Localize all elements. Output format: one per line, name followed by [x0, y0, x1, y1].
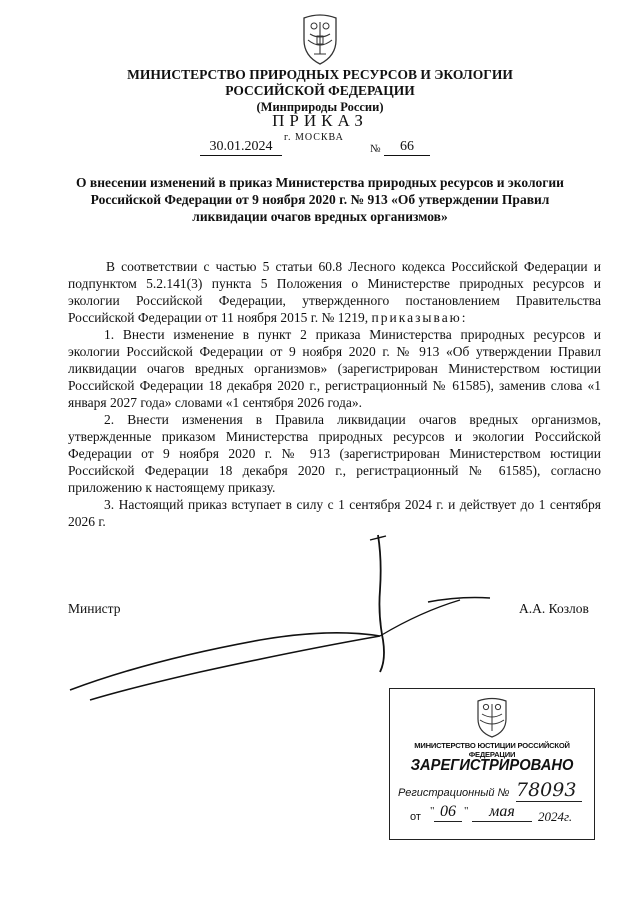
order-heading: О внесении изменений в приказ Министерства природных ресурсов и экологии Российской Федерации от 9 ноября 2020 г. № 913 «Об утверждении Правил ликвидации очагов вредных организмов»	[76, 175, 564, 224]
ministry-short-name: (Минприроды России)	[256, 100, 384, 114]
signatory-role: Министр	[68, 601, 121, 616]
stamp-status: ЗАРЕГИСТРИРОВАНО	[410, 757, 574, 774]
order-item-1: 1. Внести изменение в пункт 2 приказа Министерства природных ресурсов и экологии Российской Федерации от 9 ноября 2020 г. № 913 «Об утверждении Правил ликвидации очагов вредных организмов» (зарегистрирован Министерством юстиции Российской Федерации 18 декабря 2020 г., регистрационный № 61585), заменив слова «1 января 2027 года» словами «1 сентября 2026 года».	[68, 327, 601, 410]
registration-stamp	[389, 688, 595, 840]
stamp-coat-of-arms-icon	[472, 695, 512, 739]
order-city: г. МОСКВА	[284, 132, 344, 143]
order-number: 66	[384, 139, 430, 156]
number-sign: №	[370, 143, 381, 155]
order-item-3: 3. Настоящий приказ вступает в силу с 1 сентября 2024 г. и действует до 1 сентября 2026 г.	[68, 497, 601, 529]
order-word: приказываю:	[371, 310, 468, 325]
stamp-close-quote: "	[464, 805, 469, 817]
stamp-open-quote: "	[430, 805, 435, 817]
coat-of-arms-icon	[298, 10, 342, 66]
stamp-regno-label: Регистрационный №	[398, 787, 510, 799]
order-date: 30.01.2024	[200, 139, 282, 156]
stamp-from-label: от	[410, 811, 421, 823]
stamp-ministry: МИНИСТЕРСТВО ЮСТИЦИИ РОССИЙСКОЙ ФЕДЕРАЦИИ	[414, 741, 570, 759]
document-type: ПРИКАЗ	[272, 111, 368, 130]
ministry-name-line1: МИНИСТЕРСТВО ПРИРОДНЫХ РЕСУРСОВ И ЭКОЛОГИИ	[127, 67, 513, 82]
preamble-text: В соответствии с частью 5 статьи 60.8 Лесного кодекса Российской Федерации и подпунктом 5.2.141(3) пункта 5 Положения о Министерстве природных ресурсов и экологии Российской Федерации, утвержденного постановлением Правительства Российской Федерации от 11 ноября 2015 г. № 1219,	[68, 259, 601, 325]
order-body	[68, 258, 601, 530]
ministry-name-line2: РОССИЙСКОЙ ФЕДЕРАЦИИ	[225, 83, 415, 98]
stamp-year: 2024г.	[538, 809, 573, 824]
signatory-name: А.А. Козлов	[519, 601, 589, 616]
stamp-regno-value: 78093	[516, 779, 582, 802]
stamp-month: мая	[472, 803, 532, 822]
stamp-day: 06	[434, 803, 462, 822]
order-item-2: 2. Внести изменения в Правила ликвидации очагов вредных организмов, утвержденные приказом Министерства природных ресурсов и экологии Российской Федерации от 9 ноября 2020 г. № 913 (зарегистрирован Министерством юстиции Российской Федерации 18 декабря 2020 г., регистрационный № 61585), согласно приложению к настоящему приказу.	[68, 412, 601, 495]
preamble-paragraph	[68, 258, 601, 326]
